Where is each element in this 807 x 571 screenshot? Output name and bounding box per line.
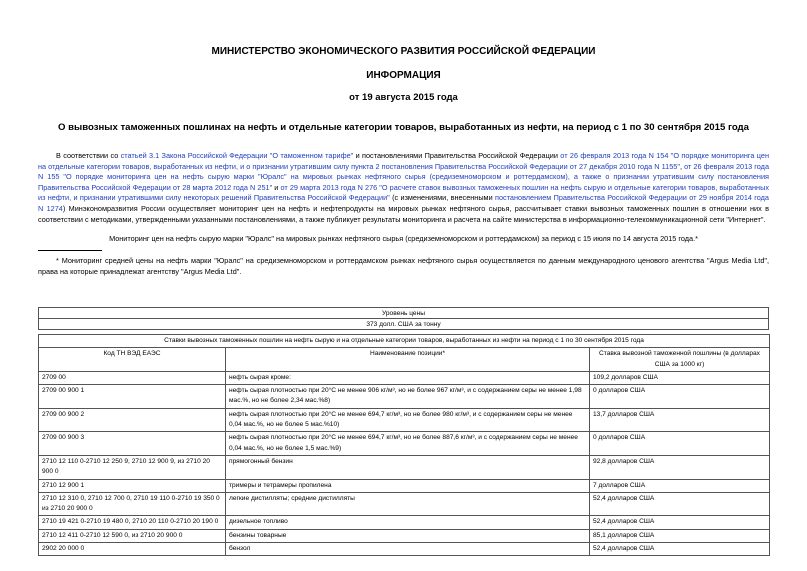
cell-rate: 13,7 долларов США [590, 408, 770, 432]
resolution-1274-link[interactable]: постановлением Правительства Российской Федерации от 29 ноября 2014 года N 1274 [38, 193, 769, 213]
information-heading: ИНФОРМАЦИЯ [366, 70, 441, 81]
law-link[interactable]: статьей 3.1 Закона Российской Федерации "О таможенном тарифе" [120, 151, 354, 160]
cell-code: 2709 00 900 1 [39, 385, 226, 409]
monitoring-statement: Мониторинг цен на нефть сырую марки "Юралс" на мировых рынках нефтяного сырья (средиземноморском и роттердамском) за период с 15 июля по 14 августа 2015 года.* [109, 234, 698, 243]
cell-code: 2710 19 421 0-2710 19 480 0, 2710 20 110 0-2710 20 190 0 [39, 516, 226, 529]
table-row [39, 492, 770, 516]
intro-text-1: В соответствии со [56, 151, 121, 160]
cell-name: нефть сырая плотностью при 20°С не менее 694,7 кг/м³, но не более 980 кг/м³, и с содержанием серы не менее 0,04 мас.%, но не более 5 мас.%10) [226, 408, 590, 432]
table-row [39, 371, 770, 384]
table-row [39, 432, 770, 456]
cell-name: легкие дистилляты; средние дистилляты [226, 492, 590, 516]
duty-rates-table [38, 334, 770, 556]
cell-rate: 92,8 долларов США [590, 455, 770, 479]
cell-rate: 85,1 долларов США [590, 529, 770, 542]
cell-name: нефть сырая плотностью при 20°С не менее 906 кг/м³, но не более 967 кг/м³, и с содержанием серы не менее 1,98 мас.%, но не более 2,34 мас.%8) [226, 385, 590, 409]
cell-code: 2709 00 [39, 371, 226, 384]
table-row [39, 479, 770, 492]
table-row [39, 385, 770, 409]
cell-name: нефть сырая кроме: [226, 371, 590, 384]
cell-name: нефть сырая плотностью при 20°С не менее 694,7 кг/м³, но не более 887,6 кг/м³, и с содержанием серы не менее 0,04 мас.%, но не более 1,5 мас.%9) [226, 432, 590, 456]
cell-rate: 7 долларов США [590, 479, 770, 492]
cell-rate: 52,4 долларов США [590, 492, 770, 516]
intro-text-4: и [272, 182, 281, 192]
header-code: Код ТН ВЭД ЕАЭС [39, 348, 226, 372]
resolution-154-link[interactable]: от 26 февраля 2013 года N 154 "О порядке мониторинга цен на отдельные категории товаров, выработанных из нефти, и о признании утратившим силу пункта 2 постановления Правительства Российской Федерации от 27 декабря 2010 года N 1155" [38, 151, 769, 171]
cell-name: дизельное топливо [226, 516, 590, 529]
cell-code: 2710 12 310 0, 2710 12 700 0, 2710 19 110 0-2710 19 350 0 из 2710 20 900 0 [39, 492, 226, 516]
cell-rate: 52,4 долларов США [590, 516, 770, 529]
cell-rate: 52,4 долларов США [590, 543, 770, 556]
footnote-divider [38, 250, 102, 251]
rates-table-body [39, 371, 770, 555]
resolution-155-link[interactable]: от 26 февраля 2013 года N 155 "О порядке мониторинга цен на нефть сырую марки "Юралс" на мировых рынках нефтяного сырья (средиземноморском и роттердамском), а также о признании утратившим силу постановления Правительства Российской Федерации от 28 марта 2012 года N 251" [38, 161, 769, 192]
cell-name: прямогонный бензин [226, 455, 590, 479]
intro-text-6: ) Минэкономразвития России осуществляет мониторинг цен на нефть и нефтепродукты на мировых рынках нефтяного сырья, рассчитывает ставки вывозных таможенных пошлин в отношении них в соответствии с методиками, утвержденными указанными постановлениями, а также публикует результаты мониторинга и расчета на сайте министерства в информационно-телекоммуникационной сети "Интернет". [38, 203, 769, 224]
cell-rate: 0 долларов США [590, 385, 770, 409]
cell-name: бензины товарные [226, 529, 590, 542]
price-level-value: 373 долл. США за тонну [39, 319, 769, 330]
cell-code: 2709 00 900 3 [39, 432, 226, 456]
table-row [39, 408, 770, 432]
intro-text-3: , [679, 161, 685, 171]
table-row [39, 455, 770, 479]
footnote: * Мониторинг средней цены на нефть марки "Юралс" на средиземноморском и роттердамском рынках нефтяного сырья осуществляется по данным международного ценового агентства "Argus Media Ltd", права на которые принадлежат агентству "Argus Media Ltd". [38, 256, 769, 276]
table-row [39, 543, 770, 556]
header-rate: Ставка вывозной таможенной пошлины (в долларах США за 1000 кг) [590, 348, 770, 372]
cell-code: 2710 12 900 1 [39, 479, 226, 492]
ministry-heading: МИНИСТЕРСТВО ЭКОНОМИЧЕСКОГО РАЗВИТИЯ РОССИЙСКОЙ ФЕДЕРАЦИИ [211, 46, 596, 57]
cell-rate: 109,2 долларов США [590, 371, 770, 384]
cell-code: 2710 12 110 0-2710 12 250 9, 2710 12 900 9, из 2710 20 900 0 [39, 455, 226, 479]
rates-table-title: Ставки вывозных таможенных пошлин на нефть сырую и на отдельные категории товаров, выработанных из нефти на период с 1 по 30 сентября 2015 года [39, 335, 770, 348]
document-title: О вывозных таможенных пошлинах на нефть и отдельные категории товаров, выработанных из нефти, на период с 1 по 30 сентября 2015 года [58, 122, 749, 133]
cell-rate: 0 долларов США [590, 432, 770, 456]
cell-code: 2709 00 900 2 [39, 408, 226, 432]
intro-text-5: (с изменениями, внесенными [389, 193, 495, 203]
price-level-table [38, 307, 769, 330]
cell-name: бензол [226, 543, 590, 556]
date-heading: от 19 августа 2015 года [349, 92, 458, 103]
intro-text-2: и постановлениями Правительства Российской Федерации [353, 151, 561, 160]
header-name: Наименование позиции* [226, 348, 590, 372]
cell-code: 2710 12 411 0-2710 12 590 0, из 2710 20 900 0 [39, 529, 226, 542]
cell-name: тримеры и тетрамеры пропилена [226, 479, 590, 492]
table-row [39, 529, 770, 542]
intro-paragraph [38, 151, 769, 225]
price-level-label: Уровень цены [39, 308, 769, 319]
resolution-276-link[interactable]: от 29 марта 2013 года N 276 "О расчете ставок вывозных таможенных пошлин на нефть сырую и отдельные категории товаров, выработанных из нефти, и признании утратившими силу некоторых решений Правительства Российской Федерации" [38, 182, 769, 203]
cell-code: 2902 20 000 0 [39, 543, 226, 556]
table-row [39, 516, 770, 529]
